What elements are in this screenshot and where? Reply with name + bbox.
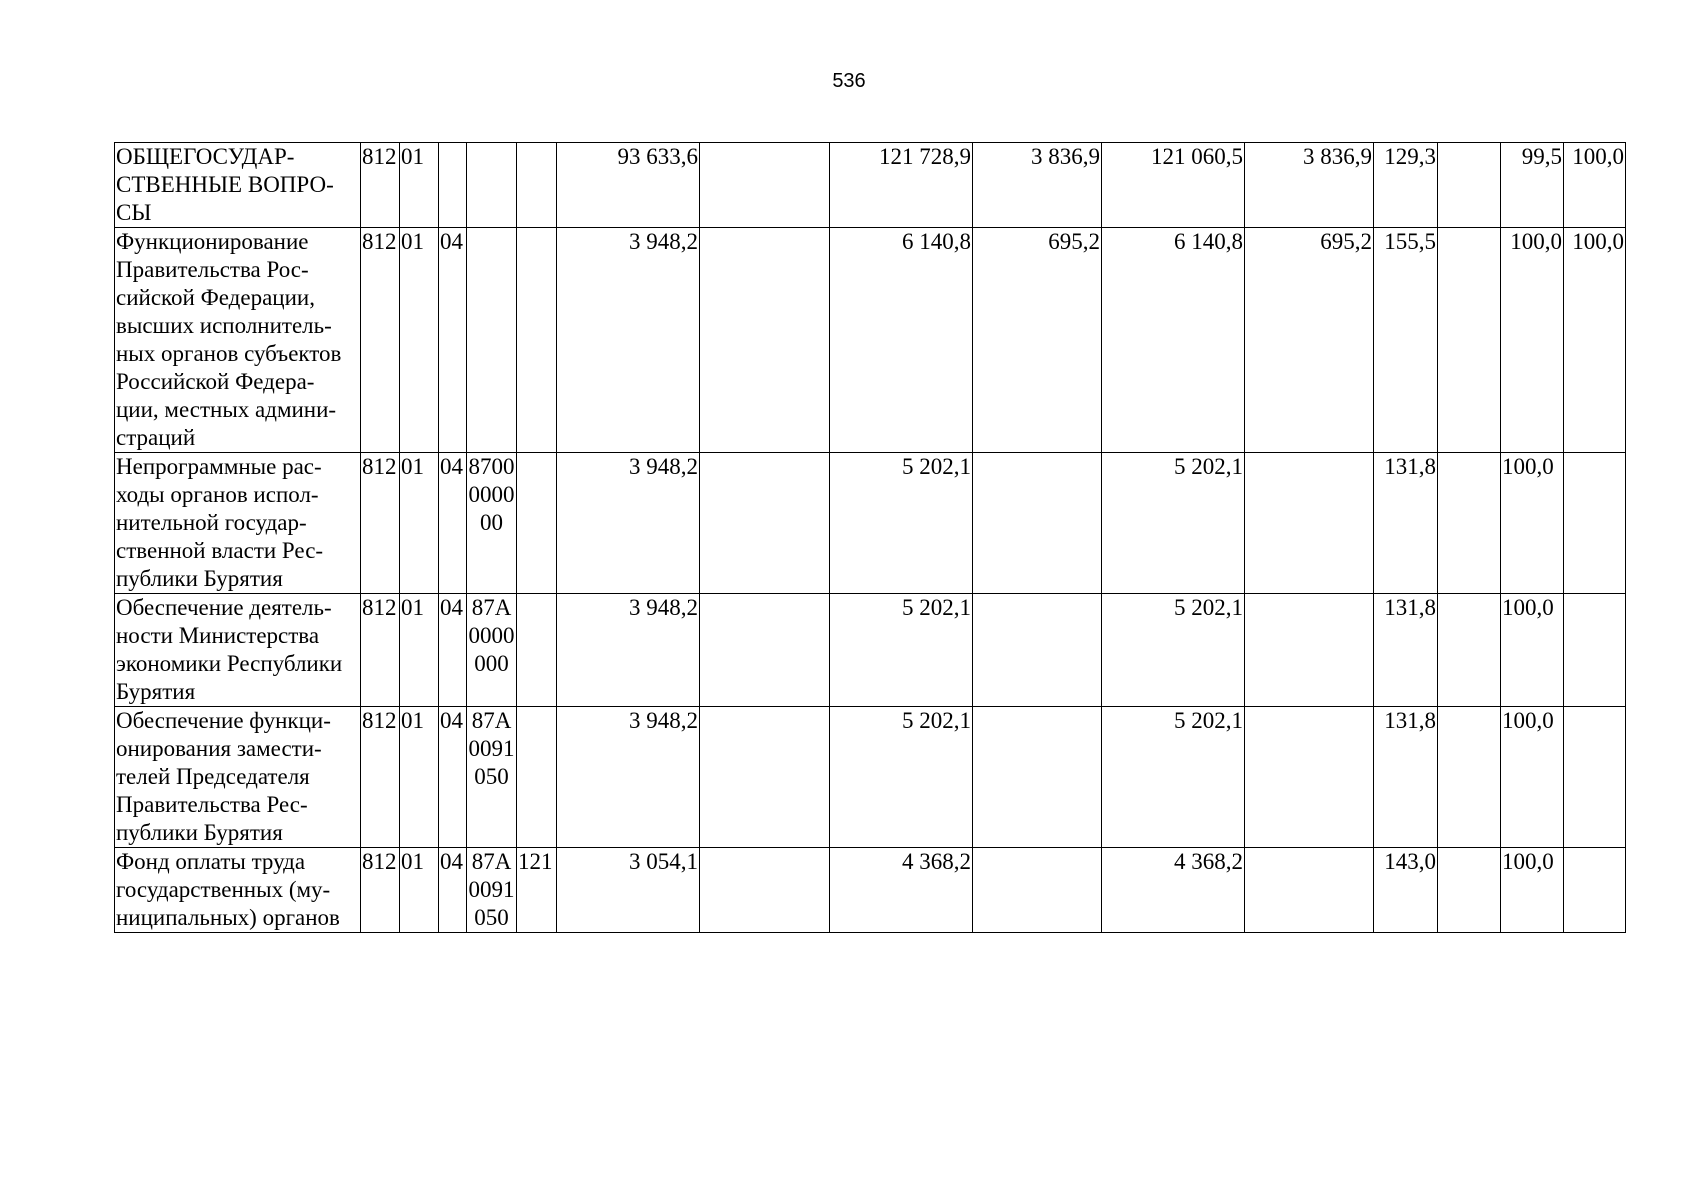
cell-name: ОБЩЕГОСУДАР- СТВЕННЫЕ ВОПРО- СЫ — [115, 143, 361, 228]
cell-rz: 01 — [400, 594, 439, 707]
cell-c5: 4 368,2 — [1102, 848, 1245, 933]
cell-rz: 01 — [400, 228, 439, 453]
cell-c6 — [1245, 594, 1374, 707]
cell-rz: 01 — [400, 707, 439, 848]
table-row — [115, 143, 1626, 228]
cell-vr — [517, 228, 557, 453]
cell-c6 — [1245, 848, 1374, 933]
cell-c1: 3 948,2 — [557, 453, 700, 594]
cell-c6 — [1245, 707, 1374, 848]
cell-c9: 100,0 — [1501, 594, 1564, 707]
table-row — [115, 228, 1626, 453]
cell-c5: 5 202,1 — [1102, 453, 1245, 594]
budget-table — [114, 142, 1626, 933]
cell-c6 — [1245, 453, 1374, 594]
cell-c2 — [700, 143, 830, 228]
cell-c4 — [973, 707, 1102, 848]
cell-c5: 6 140,8 — [1102, 228, 1245, 453]
cell-c3: 121 728,9 — [830, 143, 973, 228]
cell-cs: 8700 0000 00 — [467, 453, 517, 594]
cell-ved: 812 — [361, 707, 400, 848]
table-row — [115, 848, 1626, 933]
cell-vr — [517, 707, 557, 848]
cell-c7: 131,8 — [1374, 453, 1438, 594]
cell-c2 — [700, 594, 830, 707]
cell-vr: 121 — [517, 848, 557, 933]
cell-c5: 121 060,5 — [1102, 143, 1245, 228]
cell-c4 — [973, 848, 1102, 933]
cell-c1: 3 948,2 — [557, 707, 700, 848]
cell-cs: 87А 0091 050 — [467, 707, 517, 848]
cell-pr: 04 — [439, 453, 467, 594]
cell-ved: 812 — [361, 228, 400, 453]
cell-name: Обеспечение деятель- ности Министерства экономики Республики Бурятия — [115, 594, 361, 707]
cell-c1: 3 054,1 — [557, 848, 700, 933]
cell-cs: 87А 0000 000 — [467, 594, 517, 707]
cell-c3: 5 202,1 — [830, 707, 973, 848]
cell-c8 — [1438, 707, 1501, 848]
cell-c4 — [973, 594, 1102, 707]
cell-c10 — [1564, 707, 1626, 848]
cell-c9: 100,0 — [1501, 453, 1564, 594]
cell-c7: 131,8 — [1374, 707, 1438, 848]
cell-rz: 01 — [400, 143, 439, 228]
cell-c3: 4 368,2 — [830, 848, 973, 933]
cell-cs — [467, 143, 517, 228]
cell-pr: 04 — [439, 594, 467, 707]
cell-c8 — [1438, 143, 1501, 228]
cell-cs — [467, 228, 517, 453]
cell-c8 — [1438, 228, 1501, 453]
cell-c1: 3 948,2 — [557, 594, 700, 707]
cell-ved: 812 — [361, 143, 400, 228]
cell-c5: 5 202,1 — [1102, 707, 1245, 848]
cell-c2 — [700, 453, 830, 594]
cell-cs: 87А 0091 050 — [467, 848, 517, 933]
cell-pr: 04 — [439, 707, 467, 848]
cell-c6: 695,2 — [1245, 228, 1374, 453]
table-row — [115, 453, 1626, 594]
page-number: 536 — [832, 70, 866, 92]
cell-name: Непрограммные рас- ходы органов испол- нительной государ- ственной власти Рес- публики Бурятия — [115, 453, 361, 594]
cell-c7: 143,0 — [1374, 848, 1438, 933]
cell-c9: 100,0 — [1501, 848, 1564, 933]
cell-c2 — [700, 228, 830, 453]
cell-ved: 812 — [361, 594, 400, 707]
cell-rz: 01 — [400, 453, 439, 594]
cell-c1: 93 633,6 — [557, 143, 700, 228]
cell-pr: 04 — [439, 848, 467, 933]
cell-c7: 131,8 — [1374, 594, 1438, 707]
cell-c10: 100,0 — [1564, 228, 1626, 453]
cell-c7: 129,3 — [1374, 143, 1438, 228]
cell-c10 — [1564, 848, 1626, 933]
cell-c9: 100,0 — [1501, 228, 1564, 453]
cell-c1: 3 948,2 — [557, 228, 700, 453]
cell-c3: 5 202,1 — [830, 453, 973, 594]
cell-c10 — [1564, 594, 1626, 707]
table-row — [115, 707, 1626, 848]
cell-c8 — [1438, 848, 1501, 933]
cell-vr — [517, 594, 557, 707]
cell-pr: 04 — [439, 228, 467, 453]
cell-c10 — [1564, 453, 1626, 594]
cell-name: Обеспечение функци- онирования замести- телей Председателя Правительства Рес- публики Бурятия — [115, 707, 361, 848]
cell-c10: 100,0 — [1564, 143, 1626, 228]
cell-name: Функционирование Правительства Рос- сийской Федерации, высших исполнитель- ных органов субъектов Российской Федера- ции, местных админи- страций — [115, 228, 361, 453]
cell-c9: 100,0 — [1501, 707, 1564, 848]
cell-c2 — [700, 848, 830, 933]
cell-c7: 155,5 — [1374, 228, 1438, 453]
cell-c2 — [700, 707, 830, 848]
cell-c6: 3 836,9 — [1245, 143, 1374, 228]
cell-c4: 3 836,9 — [973, 143, 1102, 228]
table-row — [115, 594, 1626, 707]
cell-c4: 695,2 — [973, 228, 1102, 453]
cell-c5: 5 202,1 — [1102, 594, 1245, 707]
cell-c9: 99,5 — [1501, 143, 1564, 228]
cell-vr — [517, 143, 557, 228]
cell-c8 — [1438, 453, 1501, 594]
cell-c3: 6 140,8 — [830, 228, 973, 453]
cell-c3: 5 202,1 — [830, 594, 973, 707]
cell-pr — [439, 143, 467, 228]
cell-name: Фонд оплаты труда государственных (му- ниципальных) органов — [115, 848, 361, 933]
cell-ved: 812 — [361, 848, 400, 933]
cell-ved: 812 — [361, 453, 400, 594]
cell-vr — [517, 453, 557, 594]
cell-c4 — [973, 453, 1102, 594]
cell-c8 — [1438, 594, 1501, 707]
cell-rz: 01 — [400, 848, 439, 933]
